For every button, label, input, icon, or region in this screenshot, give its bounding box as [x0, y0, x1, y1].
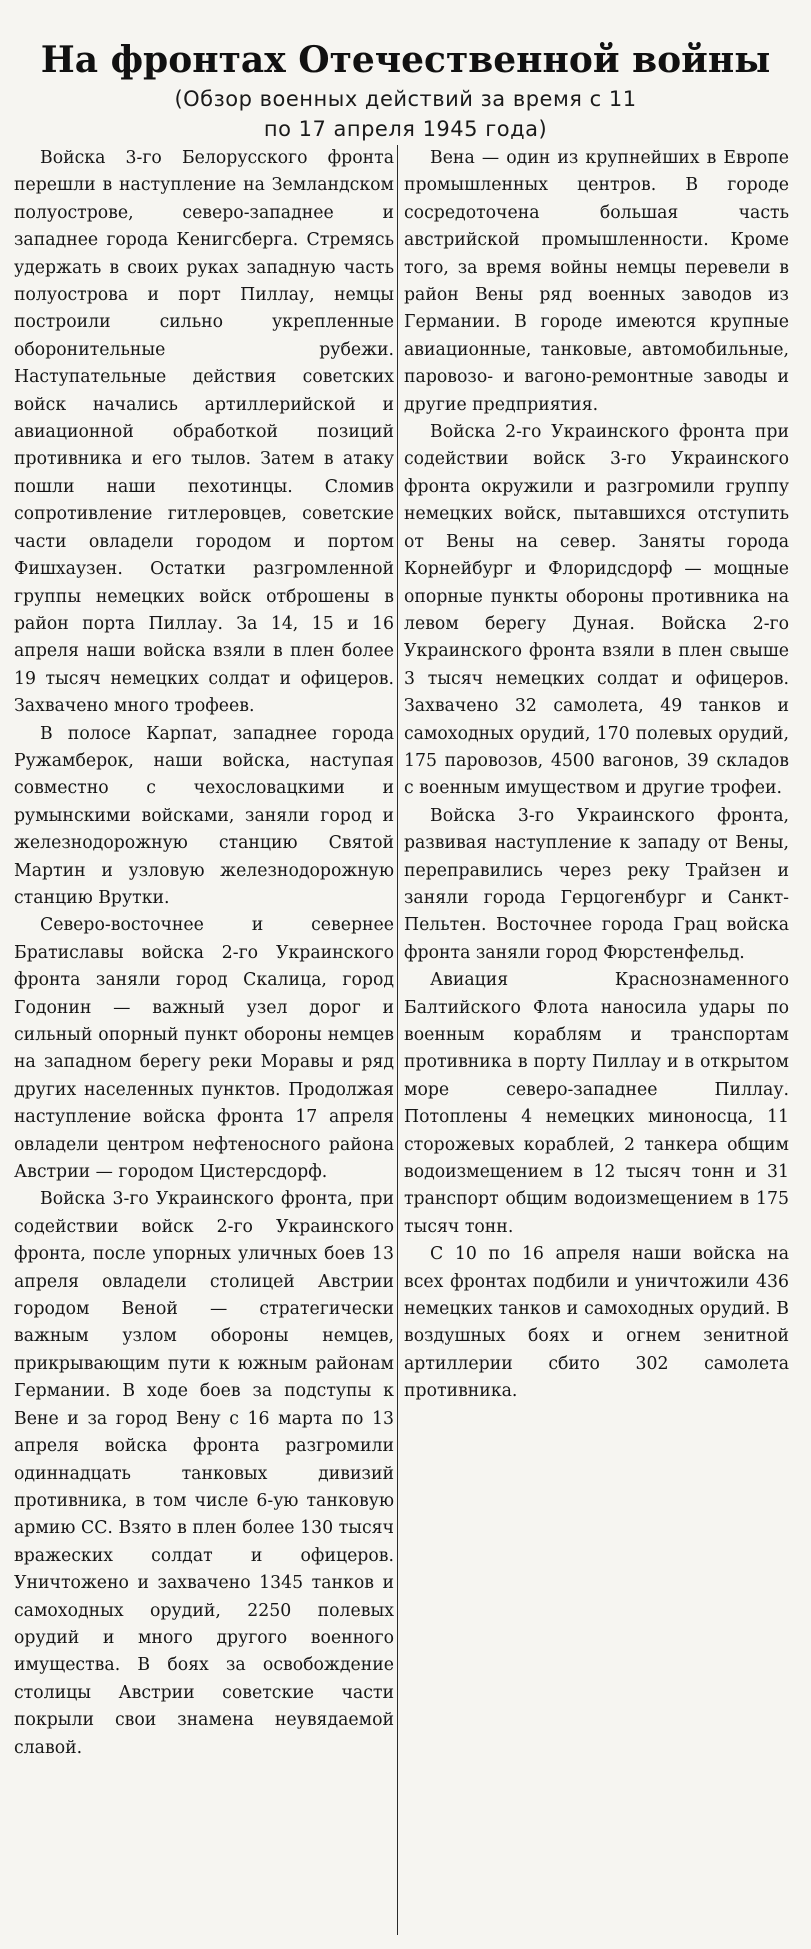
right-column	[404, 145, 789, 1406]
paragraph: Войска 3-го Украинского фронта, развивая наступление к западу от Вены, переправились через реку Трайзен и заняли города Герцогенбург и Санкт-Пельтен. Восточнее города Грац войска фронта заняли город Фюрстенфельд.	[404, 805, 789, 963]
left-column	[14, 145, 394, 1762]
article-subtitle-line-1: (Обзор военных действий за время с 11	[174, 87, 637, 111]
article-subtitle-line-2: по 17 апреля 1945 года)	[263, 117, 548, 141]
paragraph: Северо-восточнее и севернее Братиславы войска 2-го Украинского фронта заняли город Скалица, город Годонин — важный узел дорог и сильный опорный пункт обороны немцев на западном берегу реки Моравы и ряд других населенных пунктов. Продолжая наступление войска фронта 17 апреля овладели центром нефтеносного района Австрии — городом Цистерсдорф.	[14, 915, 394, 1183]
article-header	[0, 38, 811, 142]
article-title: На фронтах Отечественной войны	[40, 39, 771, 81]
column-divider	[397, 145, 398, 1935]
paragraph: Войска 2-го Украинского фронта при содействии войск 3-го Украинского фронта окружили и разгромили группу немецких войск, пытавшихся отступить от Вены на север. Заняты города Корнейбург и Флоридсдорф — мощные опорные пункты обороны противника на левом берегу Дуная. Войска 2-го Украинского фронта взяли в плен свыше 3 тысяч немецких солдат и офицеров. Захвачено 32 самолета, 49 танков и самоходных орудий, 170 полевых орудий, 175 паровозов, 4500 вагонов, 39 складов с военным имуществом и другие трофеи.	[404, 422, 789, 799]
paragraph: Авиация Краснознаменного Балтийского Флота наносила удары по военным кораблям и транспортам противника в порту Пиллау и в открытом море северо-западнее Пиллау. Потоплены 4 немецких миноносца, 11 сторожевых кораблей, 2 танкера общим водоизмещением в 12 тысяч тонн и 31 транспорт общим водоизмещением в 175 тысяч тонн.	[404, 970, 789, 1237]
paragraph: С 10 по 16 апреля наши войска на всех фронтах подбили и уничтожили 436 немецких танков и самоходных орудий. В воздушных боях и огнем зенитной артиллерии сбито 302 самолета противника.	[404, 1244, 789, 1402]
paragraph: В полосе Карпат, западнее города Ружамберок, наши войска, наступая совместно с чехословацкими и румынскими войсками, заняли город и железнодорожную станцию Святой Мартин и узловую железнодорожную станцию Врутки.	[14, 723, 394, 908]
paragraph: Войска 3-го Украинского фронта, при содействии войск 2-го Украинского фронта, после упорных уличных боев 13 апреля овладели столицей Австрии городом Веной — стратегически важным узлом обороны немцев, прикрывающим пути к южным районам Германии. В ходе боев за подступы к Вене и за город Вену с 16 марта по 13 апреля войска фронта разгромили одиннадцать танковых дивизий противника, в том числе 6-ую танковую армию СС. Взято в плен более 130 тысяч вражеских солдат и офицеров. Уничтожено и захвачено 1345 танков и самоходных орудий, 2250 полевых орудий и много другого военного имущества. В боях за освобождение столицы Австрии советские части покрыли свои знамена неувядаемой славой.	[14, 1189, 394, 1758]
paragraph: Войска 3-го Белорусского фронта перешли в наступление на Земландском полуострове, северо-западнее и западнее города Кенигсберга. Стремясь удержать в своих руках западную часть полуострова и порт Пиллау, немцы построили сильно укрепленные оборонительные рубежи. Наступательные действия советских войск начались артиллерийской и авиационной обработкой позиций противника и его тылов. Затем в атаку пошли наши пехотинцы. Сломив сопротивление гитлеровцев, советские части овладели городом и портом Фишхаузен. Остатки разгромленной группы немецких войск отброшены в район порта Пиллау. За 14, 15 и 16 апреля наши войска взяли в плен более 19 тысяч немецких солдат и офицеров. Захвачено много трофеев.	[14, 148, 394, 717]
paragraph: Вена — один из крупнейших в Европе промышленных центров. В городе сосредоточена большая часть австрийской промышленности. Кроме того, за время войны немцы перевели в район Вены ряд военных заводов из Германии. В городе имеются крупные авиационные, танковые, автомобильные, паровозо- и вагоно-ремонтные заводы и другие предприятия.	[404, 148, 789, 415]
